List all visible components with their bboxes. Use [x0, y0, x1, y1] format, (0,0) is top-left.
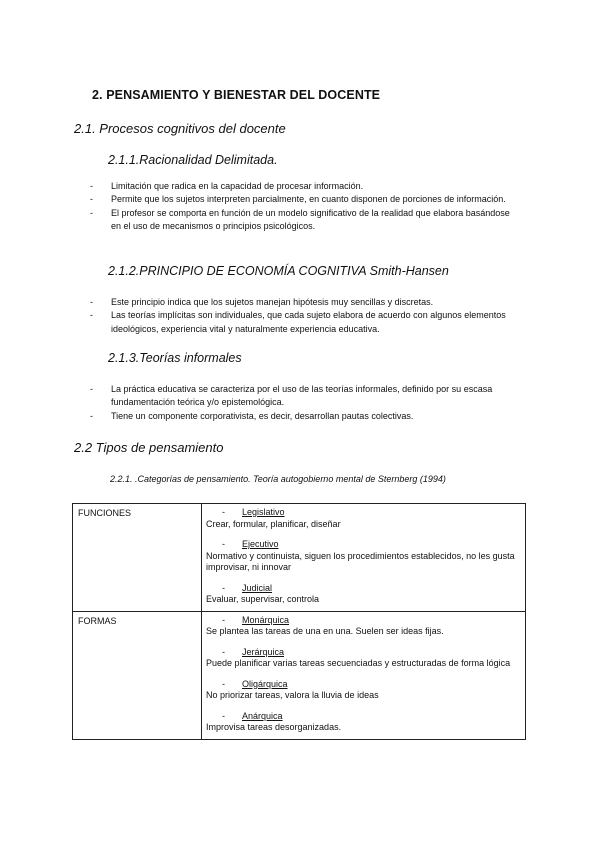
table-row — [73, 611, 526, 739]
list-item: - Anárquica Improvisa tareas desorganizadas. — [206, 711, 522, 734]
entry-description: Improvisa tareas desorganizadas. — [206, 722, 342, 732]
entry-name: Monárquica — [242, 614, 290, 625]
list-item: - Las teorías implícitas son individuales, que cada sujeto elabora de acuerdo con algunos elementos ideológicos, experiencia vital y naturalmente experiencia educativa. — [90, 309, 514, 336]
subsection-heading-2-1-1: 2.1.1.Racionalidad Delimitada. — [108, 153, 278, 167]
row-label-formas: FORMAS — [73, 611, 202, 739]
entry-name: Judicial — [242, 582, 273, 593]
entry-description: Se plantea las tareas de una en una. Suelen ser ideas fijas. — [206, 626, 444, 636]
bullet-list-2-1-3 — [90, 383, 514, 423]
list-item: - Monárquica Se plantea las tareas de una en una. Suelen ser ideas fijas. — [206, 615, 522, 638]
list-item: - Limitación que radica en la capacidad de procesar información. — [90, 180, 514, 193]
row-label-funciones: FUNCIONES — [73, 504, 202, 612]
list-item: - El profesor se comporta en función de un modelo significativo de la realidad que elabora basándose en el uso de mecanismos o principios psicológicos. — [90, 207, 514, 234]
row-content-formas — [202, 611, 526, 739]
subsection-heading-2-1-2: 2.1.2.PRINCIPIO DE ECONOMÍA COGNITIVA Smith-Hansen — [108, 264, 449, 278]
thinking-categories-table — [72, 503, 526, 740]
list-item: - Judicial Evaluar, supervisar, controla — [206, 583, 522, 606]
list-item: - Ejecutivo Normativo y continuista, siguen los procedimientos establecidos, no les gusta improvisar, ni innovar — [206, 539, 522, 574]
list-item: - Este principio indica que los sujetos manejan hipótesis muy sencillas y discretas. — [90, 296, 514, 309]
bullet-list-2-1-2 — [90, 296, 514, 336]
entry-name: Anárquica — [242, 710, 283, 721]
entry-description: Normativo y continuista, siguen los procedimientos establecidos, no les gusta improvisar, ni innovar — [206, 550, 515, 572]
list-item: - La práctica educativa se caracteriza por el uso de las teorías informales, definido por su escasa fundamentación teórica y/o epistemológica. — [90, 383, 514, 410]
entry-name: Ejecutivo — [242, 539, 279, 549]
page-title: 2. PENSAMIENTO Y BIENESTAR DEL DOCENTE — [92, 88, 381, 102]
entry-description: Puede planificar varias tareas secuenciadas y estructuradas de forma lógica — [206, 658, 511, 668]
section-heading-2-2: 2.2 Tipos de pensamiento — [74, 440, 224, 455]
entry-name: Legislativo — [242, 507, 285, 517]
list-item: - Oligárquica No priorizar tareas, valora la lluvia de ideas — [206, 679, 522, 702]
subsection-heading-2-1-3: 2.1.3.Teorías informales — [108, 351, 242, 365]
entry-description: No priorizar tareas, valora la lluvia de ideas — [206, 690, 379, 700]
section-heading-2-1: 2.1. Procesos cognitivos del docente — [74, 121, 286, 136]
list-item: - Tiene un componente corporativista, es decir, desarrollan pautas colectivas. — [90, 410, 514, 423]
entry-name: Oligárquica — [242, 678, 288, 689]
list-item: - Permite que los sujetos interpreten parcialmente, en cuanto disponen de porciones de información. — [90, 193, 514, 206]
table-caption: 2.2.1. .Categorías de pensamiento. Teoría autogobierno mental de Sternberg (1994) — [110, 474, 446, 484]
list-item: - Jerárquica Puede planificar varias tareas secuenciadas y estructuradas de forma lógica — [206, 647, 522, 670]
entry-description: Evaluar, supervisar, controla — [206, 594, 320, 604]
bullet-list-2-1-1 — [90, 180, 514, 234]
table-row — [73, 504, 526, 612]
row-content-funciones — [202, 504, 526, 612]
entry-name: Jerárquica — [242, 646, 285, 657]
entry-description: Crear, formular, planificar, diseñar — [206, 518, 341, 529]
list-item: - Legislativo Crear, formular, planificar, diseñar — [206, 507, 522, 530]
